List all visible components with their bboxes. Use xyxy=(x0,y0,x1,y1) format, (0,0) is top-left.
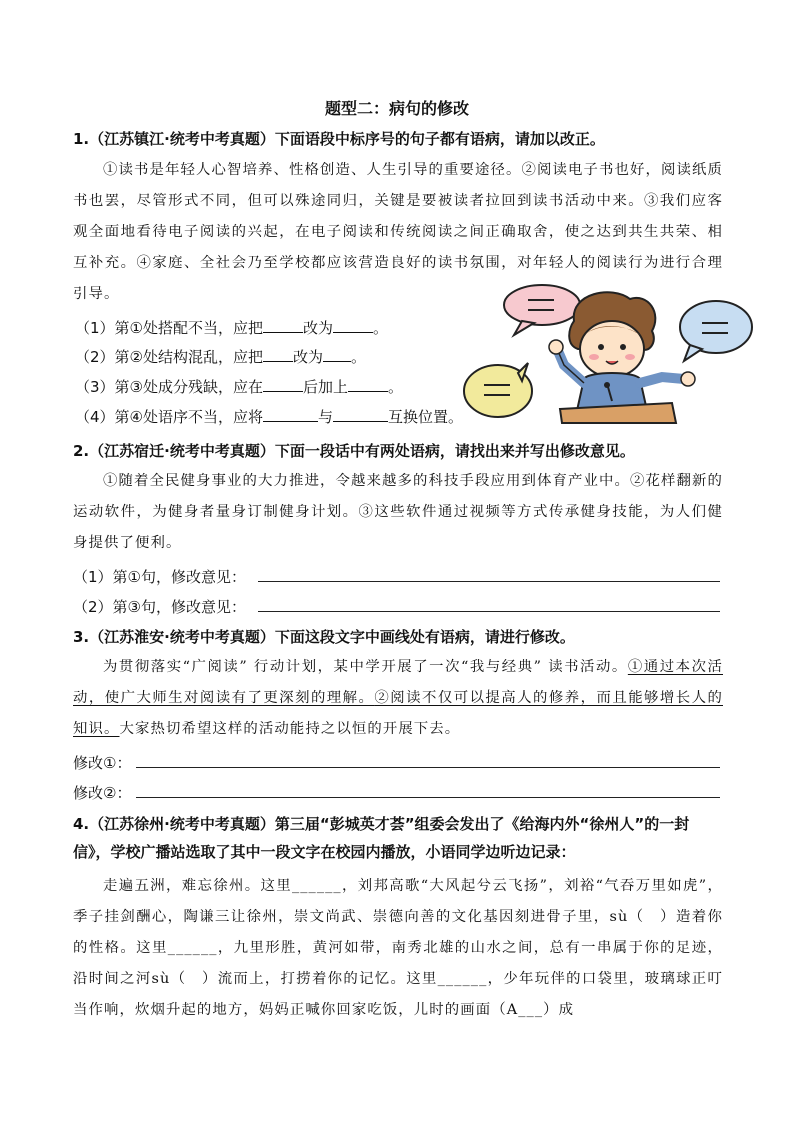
boy-face xyxy=(580,321,644,377)
question-1-heading: 1.（江苏镇江·统考中考真题）下面语段中标序号的句子都有语病，请加以改正。 xyxy=(73,130,605,148)
speech-bubble-pink xyxy=(504,285,580,325)
question-1-item-4: （4）第④处语序不当，应将 与 互换位置。 xyxy=(75,408,464,426)
answer-blank[interactable] xyxy=(323,347,351,362)
answer-blank[interactable] xyxy=(333,318,373,333)
question-3-passage: 为贯彻落实“广阅读” 行动计划，某中学开展了一次“我与经典” 读书活动。①通过本次活动，使广大师生对阅读有了更深刻的理解。②阅读不仅可以提高人的修养，而且能够增长人的知识。大家热切希望这样的活动能持之以恒的开展下去。 xyxy=(73,659,723,737)
answer-line[interactable] xyxy=(258,581,720,582)
answer-blank[interactable] xyxy=(263,347,293,362)
question-2-passage: ①随着全民健身事业的大力推进，令越来越多的科技手段应用到体育产业中。②花样翻新的运动软件，为健身者量身订制健身计划。③这些软件通过视频等方式传承健身技能，为人们健身提供了便利。 xyxy=(73,473,723,551)
underlined-sentence-1: ①通过本次活动，使广大师生对阅读有了更深刻的理解。 xyxy=(73,659,723,706)
underlined-sentence-2: ②阅读不仅可以提高人的修养，而且能够增长人的知识。 xyxy=(73,690,723,737)
answer-blank[interactable] xyxy=(263,407,318,422)
answer-line[interactable] xyxy=(136,767,720,768)
answer-blank[interactable] xyxy=(263,318,303,333)
question-2-item-1-label: （1）第①句，修改意见： xyxy=(73,568,246,586)
answer-line[interactable] xyxy=(258,611,720,612)
question-1-item-3: （3）第③处成分残缺，应在 后加上 。 xyxy=(75,378,404,396)
question-1-item-2: （2）第②处结构混乱，应把 改为 。 xyxy=(75,348,367,366)
question-4-passage: 走遍五洲，难忘徐州。这里______，刘邦高歌“大风起兮云飞扬”，刘裕“气吞万里如虎”，季子挂剑酬心，陶谦三让徐州，崇文尚武、崇德向善的文化基因刻进骨子里，sù（ ）造着你的性格。这里______，九里形胜，黄河如带，南秀北雄的山水之间，总有一串属于你的足迹，沿时间之河sù（ ）流而上，打捞着你的记忆。这里______，少年玩伴的口袋里，玻璃球正叮当作响，炊烟升起的地方，妈妈正喊你回家吃饭，儿时的画面（A___）成 xyxy=(73,878,723,1018)
question-2-item-2-label: （2）第③句，修改意见： xyxy=(73,598,246,616)
answer-blank[interactable] xyxy=(333,407,388,422)
answer-blank[interactable] xyxy=(263,377,303,392)
question-3-heading: 3.（江苏淮安·统考中考真题）下面这段文字中画线处有语病，请进行修改。 xyxy=(73,628,575,646)
section-title: 题型二：病句的修改 xyxy=(324,99,469,118)
question-3-fix-1-label: 修改①： xyxy=(73,754,132,772)
cartoon-speaker-illustration xyxy=(462,283,762,425)
answer-blank[interactable] xyxy=(348,377,388,392)
answer-line[interactable] xyxy=(136,797,720,798)
question-4-heading: 4.（江苏徐州·统考中考真题）第三届“彭城英才荟”组委会发出了《给海内外“徐州人”的一封信》，学校广播站选取了其中一段文字在校园内播放，小语同学边听边记录： xyxy=(73,815,690,861)
question-2-heading: 2.（江苏宿迁·统考中考真题）下面一段话中有两处语病，请找出来并写出修改意见。 xyxy=(73,442,635,460)
question-1-passage: ①读书是年轻人心智培养、性格创造、人生引导的重要途径。②阅读电子书也好，阅读纸质书也罢，尽管形式不同，但可以殊途同归，关键是要被读者拉回到读书活动中来。③我们应客观全面地看待电子阅读的兴起，在电子阅读和传统阅读之间正确取舍，使之达到共生共荣、相互补充。④家庭、全社会乃至学校都应该营造良好的读书氛围，对年轻人的阅读行为进行合理引导。 xyxy=(73,162,723,302)
question-3-fix-2-label: 修改②： xyxy=(73,784,132,802)
question-1-item-1: （1）第①处搭配不当，应把 改为 。 xyxy=(75,319,389,337)
